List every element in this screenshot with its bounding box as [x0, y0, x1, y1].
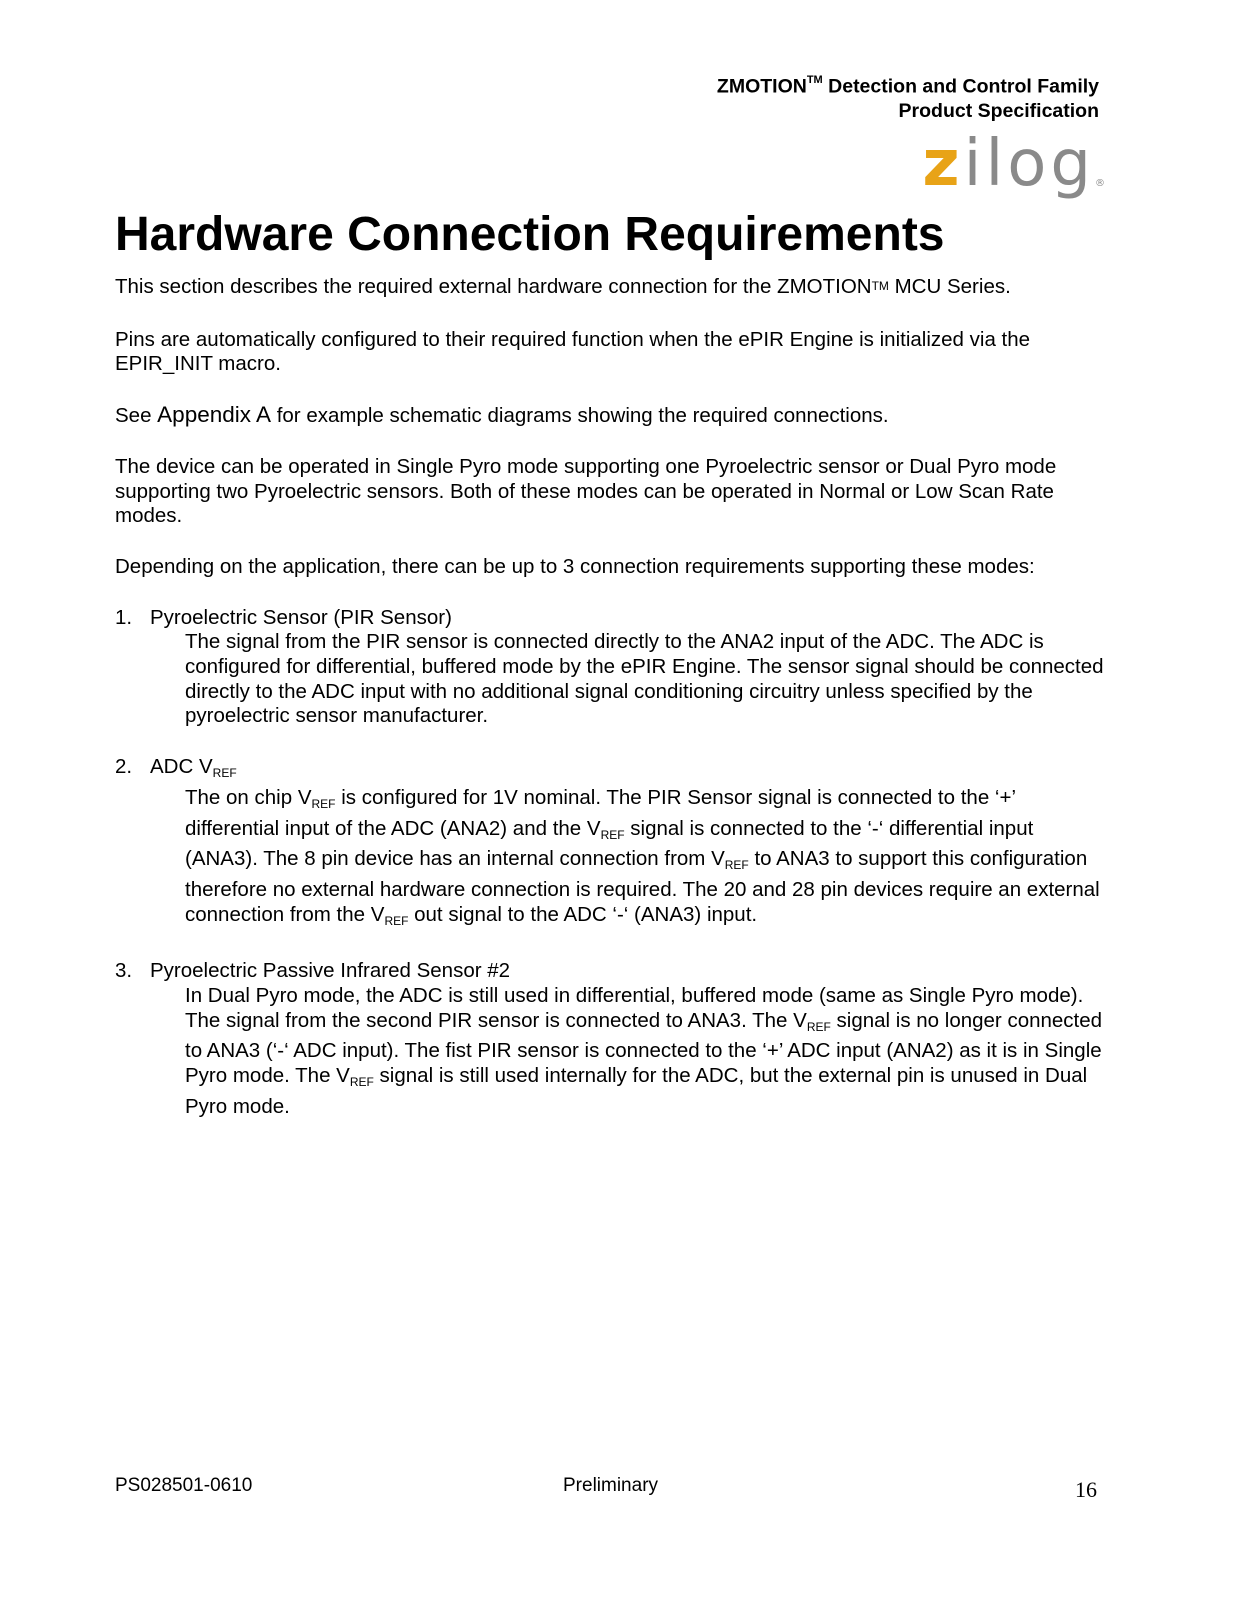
document-id: PS028501-0610 — [115, 1475, 253, 1496]
list-item-heading: ADC $V_{REF}$ — [150, 755, 237, 781]
list-item-body: The signal from the PIR sensor is connected directly to the ANA2 input of the ADC. The ADC is configured for differential, buffered mode by the ePIR Engine. The sensor signal should be connected directly to the ADC input with no additional signal conditioning circuitry unless specified by the pyroelectric sensor manufacturer. — [185, 630, 1104, 728]
document-body — [115, 275, 1105, 1146]
intro-paragraph-3: See Appendix A for example schematic diagrams showing the required connections. — [115, 402, 889, 428]
list-item-heading: Pyroelectric Sensor (PIR Sensor) — [150, 605, 452, 629]
header-family-line: ZMOTION™ Detection and Control Family — [716, 74, 1099, 98]
list-item-body: In Dual Pyro mode, the ADC is still used in differential, buffered mode (same as Single Pyro mode). The signal from the second PIR sensor is connected to ANA3. The $V_{REF}$ signal is no longer connected to ANA3 (‘-‘ ADC input). The fist PIR sensor is connected to the ‘+’ ADC input (ANA2) as it is in Single Pyro mode. The $V_{REF}$ signal is still used internally for the ADC, but the external pin is unused in Dual Pyro mode. — [185, 984, 1103, 1118]
document-status: Preliminary — [563, 1475, 659, 1496]
list-item — [115, 755, 1105, 933]
page-header — [717, 70, 1099, 123]
zilog-logo: zilog® — [922, 127, 1105, 201]
appendix-link[interactable]: Appendix A — [157, 402, 272, 428]
list-item-heading: Pyroelectric Passive Infrared Sensor #2 — [150, 959, 511, 983]
list-number: 2. — [115, 755, 133, 779]
intro-paragraph-5: Depending on the application, there can be up to 3 connection requirements supporting these modes: — [115, 554, 1035, 578]
intro-paragraph-4: The device can be operated in Single Pyro mode supporting one Pyroelectric sensor or Dual Pyro mode supporting two Pyroelectric sensors. Both of these modes can be operated in Normal or Low Scan Rate modes. — [115, 454, 1057, 528]
list-number: 1. — [115, 605, 133, 629]
intro-paragraph-1: This section describes the required external hardware connection for the ZMOTION™ MCU Series. — [115, 275, 1011, 298]
list-item — [115, 606, 1105, 730]
page-title: Hardware Connection Requirements — [115, 208, 945, 261]
trademark-mark: TM — [806, 74, 823, 86]
page-number: 16 — [1075, 1477, 1097, 1502]
list-item — [115, 959, 1105, 1119]
list-number: 3. — [115, 959, 133, 983]
list-item-body: The on chip $V_{REF}$ is configured for 1V nominal. The PIR Sensor signal is connected to the ‘+’ differential input of the ADC (ANA2) and the $V_{REF}$ signal is connected to the ‘-‘ differential input (ANA3). The 8 pin device has an internal connection from $V_{REF}$ to ANA3 to support this configuration therefore no external hardware connection is required. The 20 and 28 pin devices require an external connection from the $V_{REF}$ out signal to the ADC ‘-‘ (ANA3) input. — [185, 785, 1100, 928]
header-spec-line: Product Specification — [898, 99, 1099, 122]
intro-paragraph-2: Pins are automatically configured to their required function when the ePIR Engine is initialized via the EPIR_INIT macro. — [115, 327, 1031, 376]
